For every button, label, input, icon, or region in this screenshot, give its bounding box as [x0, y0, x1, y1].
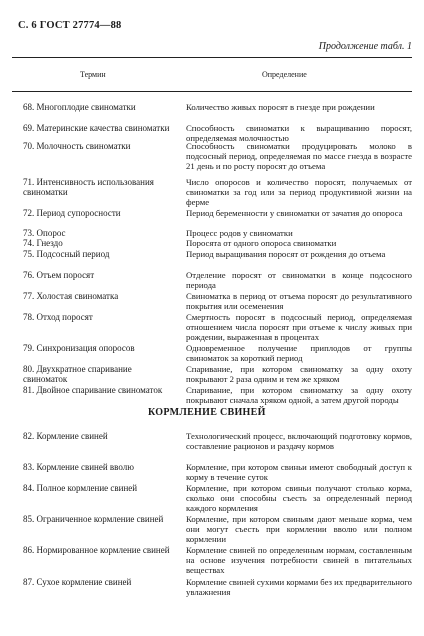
column-header-definition: Определение: [262, 70, 307, 79]
definition-87: Кормление свиней сухими кормами без их предварительного увлажнения: [186, 577, 412, 598]
table-header-rule: [12, 91, 412, 92]
term-85: 85. Ограниченное кормление свиней: [23, 514, 164, 524]
table-continuation-note: Продолжение табл. 1: [318, 41, 412, 52]
term-86: 86. Нормированное кормление свиней: [23, 545, 170, 555]
definition-80: Спаривание, при котором свиноматку за одну охоту покрывают 2 раза одним и тем же хряком: [186, 364, 412, 385]
term-77: 77. Холостая свиноматка: [23, 291, 119, 301]
definition-83: Кормление, при котором свиньи имеют свободный доступ к корму в течение суток: [186, 462, 412, 483]
term-87: 87. Сухое кормление свиней: [23, 577, 132, 587]
term-84: 84. Полное кормление свиней: [23, 483, 138, 493]
term-71: 71. Интенсивность использования свиноматки: [23, 177, 154, 198]
term-74: 74. Гнездо: [23, 238, 63, 248]
definition-72: Период беременности у свиноматки от зачатия до опороса: [186, 208, 403, 218]
definition-75: Период выращивания поросят от рождения до отъема: [186, 249, 386, 259]
term-82: 82. Кормление свиней: [23, 431, 108, 441]
definition-82: Технологический процесс, включающий подготовку кормов, составление рационов и раздачу кормов: [186, 431, 412, 452]
term-83: 83. Кормление свиней вволю: [23, 462, 134, 472]
definition-85: Кормление, при котором свиньям дают меньше корма, чем они могут съесть при кормлении вволю или полном кормлении: [186, 514, 412, 545]
definition-84: Кормление, при котором свиньи получают столько корма, сколько они способны съесть за определенный период каждого кормления: [186, 483, 412, 514]
definition-86: Кормление свиней по определенным нормам, составленным на основе изучения потребности свиней в питательных веществах: [186, 545, 412, 576]
term-78: 78. Отход поросят: [23, 312, 93, 322]
definition-71: Число опоросов и количество поросят, получаемых от свиноматки за год или за период продуктивной жизни на ферме: [186, 177, 412, 208]
definition-69: Способность свиноматки к выращиванию поросят, определяемая молочностью: [186, 123, 412, 144]
definition-77: Свиноматка в период от отъема поросят до результативного покрытия или осеменения: [186, 291, 412, 312]
term-69: 69. Материнские качества свиноматки: [23, 123, 170, 133]
term-73: 73. Опорос: [23, 228, 66, 238]
definition-81: Спаривание, при котором свиноматку за одну охоту покрывают сначала хряком одной, а затем другой породы: [186, 385, 412, 406]
definition-74: Поросята от одного опороса свиноматки: [186, 238, 337, 248]
term-75: 75. Подсосный период: [23, 249, 110, 259]
term-76: 76. Отъем поросят: [23, 270, 95, 280]
term-70: 70. Молочность свиноматки: [23, 141, 131, 151]
term-81: 81. Двойное спаривание свиноматок: [23, 385, 163, 395]
term-79: 79. Синхронизация опоросов: [23, 343, 135, 353]
definition-78: Смертность поросят в подсосный период, определяемая отношением числа поросят при отъеме к числу живых при рождении, выраженная в процентах: [186, 312, 412, 343]
definition-70: Способность свиноматки продуцировать молоко в подсосный период, определяемая по массе гнезда в возрасте 21 день и по росту поросят до отъема: [186, 141, 412, 172]
definition-73: Процесс родов у свиноматки: [186, 228, 293, 238]
page-header: С. 6 ГОСТ 27774—88: [18, 20, 122, 31]
section-title: КОРМЛЕНИЕ СВИНЕЙ: [148, 407, 266, 418]
table-top-rule: [12, 57, 412, 58]
definition-76: Отделение поросят от свиноматки в конце подсосного периода: [186, 270, 412, 291]
definition-68: Количество живых поросят в гнезде при рождении: [186, 102, 375, 112]
term-72: 72. Период супоросности: [23, 208, 121, 218]
term-80: 80. Двухкратное спаривание свиноматок: [23, 364, 132, 385]
definition-79: Одновременное получение приплодов от группы свиноматок за короткий период: [186, 343, 412, 364]
column-header-term: Термин: [80, 70, 106, 79]
term-68: 68. Многоплодие свиноматки: [23, 102, 136, 112]
